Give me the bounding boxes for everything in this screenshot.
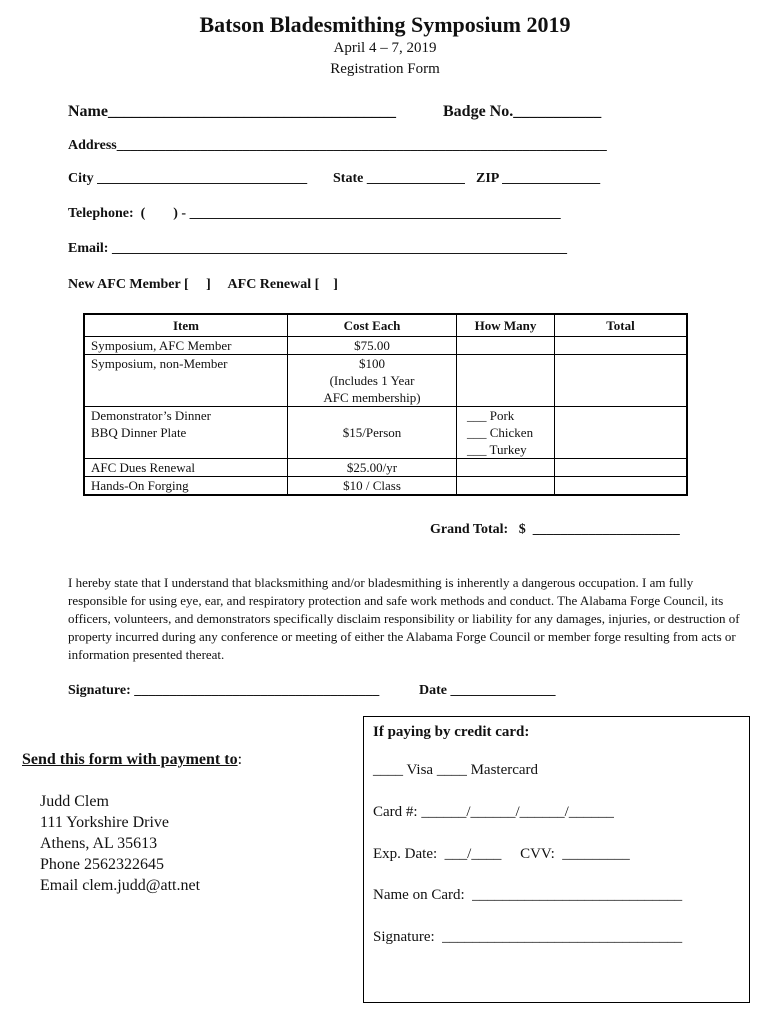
column-header: Item: [84, 314, 288, 337]
column-header: Cost Each: [288, 314, 457, 337]
name-field[interactable]: Name____________________________________: [68, 103, 396, 120]
cost-cell: $15/Person: [288, 407, 457, 459]
signature-field[interactable]: Signature: ___________________________________: [68, 683, 380, 698]
how-many-cell[interactable]: [457, 477, 555, 496]
item-cell: Symposium, AFC Member: [84, 337, 288, 355]
membership-checkboxes[interactable]: New AFC Member [ ] AFC Renewal [ ]: [68, 277, 338, 292]
table-row: [84, 477, 687, 496]
cost-cell: $25.00/yr: [288, 459, 457, 477]
event-dates: April 4 – 7, 2019: [333, 40, 437, 56]
zip-field[interactable]: ZIP ______________: [476, 171, 601, 186]
city-field[interactable]: City ______________________________: [68, 171, 308, 186]
card-signature-field[interactable]: Signature: ________________________________: [373, 929, 683, 945]
table-row: [84, 355, 687, 407]
table-header-row: [84, 314, 687, 337]
mailing-name: Judd Clem: [40, 793, 109, 810]
name-on-card-field[interactable]: Name on Card: ____________________________: [373, 887, 683, 903]
total-cell[interactable]: [555, 337, 688, 355]
table-row: [84, 337, 687, 355]
address-field[interactable]: Address______________________________________________________________________: [68, 138, 607, 153]
total-cell[interactable]: [555, 477, 688, 496]
total-cell[interactable]: [555, 407, 688, 459]
credit-card-heading: If paying by credit card:: [373, 724, 530, 740]
cost-cell: $75.00: [288, 337, 457, 355]
column-header: How Many: [457, 314, 555, 337]
registration-items-table: [83, 313, 688, 496]
telephone-field[interactable]: Telephone: ( ) - _____________________________________________________: [68, 206, 561, 221]
column-header: Total: [555, 314, 688, 337]
cost-cell: $100 (Includes 1 Year AFC membership): [288, 355, 457, 407]
item-cell: Symposium, non-Member: [84, 355, 288, 407]
mailing-street: 111 Yorkshire Drive: [40, 814, 170, 831]
liability-disclaimer: I hereby state that I understand that blacksmithing and/or bladesmithing is inherently a dangerous occupation. I am fully responsible for using eye, ear, and respiratory protection and safe work methods and conduct. The Alabama Forge Council, its officers, volunteers, and demonstrators specifically disclaim responsibility or liability for any damages, injuries, or destruction of property incurred during any conference or meeting of either the Alabama Forge Council or member forge resulting from acts or information presented thereat.: [68, 575, 740, 662]
item-cell: Hands-On Forging: [84, 477, 288, 496]
mailing-phone: Phone 2562322645: [40, 856, 164, 873]
item-cell: AFC Dues Renewal: [84, 459, 288, 477]
total-cell[interactable]: [555, 459, 688, 477]
date-field[interactable]: Date _______________: [419, 683, 556, 698]
how-many-cell[interactable]: [457, 355, 555, 407]
total-cell[interactable]: [555, 355, 688, 407]
state-field[interactable]: State ______________: [333, 171, 465, 186]
grand-total-field[interactable]: Grand Total: $ _____________________: [430, 522, 680, 537]
form-subtitle: Registration Form: [330, 61, 440, 77]
table-row: [84, 407, 687, 459]
how-many-cell[interactable]: ___ Pork ___ Chicken ___ Turkey: [457, 407, 555, 459]
expiration-cvv-field[interactable]: Exp. Date: ___/____ CVV: _________: [373, 846, 630, 862]
send-to-colon: :: [237, 751, 243, 768]
mailing-city: Athens, AL 35613: [40, 835, 158, 852]
how-many-cell[interactable]: [457, 337, 555, 355]
email-field[interactable]: Email: _________________________________________________________________: [68, 241, 567, 256]
credit-card-box: [363, 716, 750, 1003]
form-title: Batson Bladesmithing Symposium 2019: [199, 12, 571, 37]
item-cell: Demonstrator’s Dinner BBQ Dinner Plate: [84, 407, 288, 459]
send-to-heading-text: Send this form with payment to: [22, 751, 238, 768]
mailing-email: Email clem.judd@att.net: [40, 877, 201, 894]
how-many-cell[interactable]: [457, 459, 555, 477]
send-to-heading: [22, 751, 242, 769]
card-number-field[interactable]: Card #: ______/______/______/______: [373, 804, 614, 820]
cost-cell: $10 / Class: [288, 477, 457, 496]
badge-number-field[interactable]: Badge No.___________: [443, 103, 602, 120]
table-row: [84, 459, 687, 477]
card-type-field[interactable]: ____ Visa ____ Mastercard: [373, 762, 539, 778]
